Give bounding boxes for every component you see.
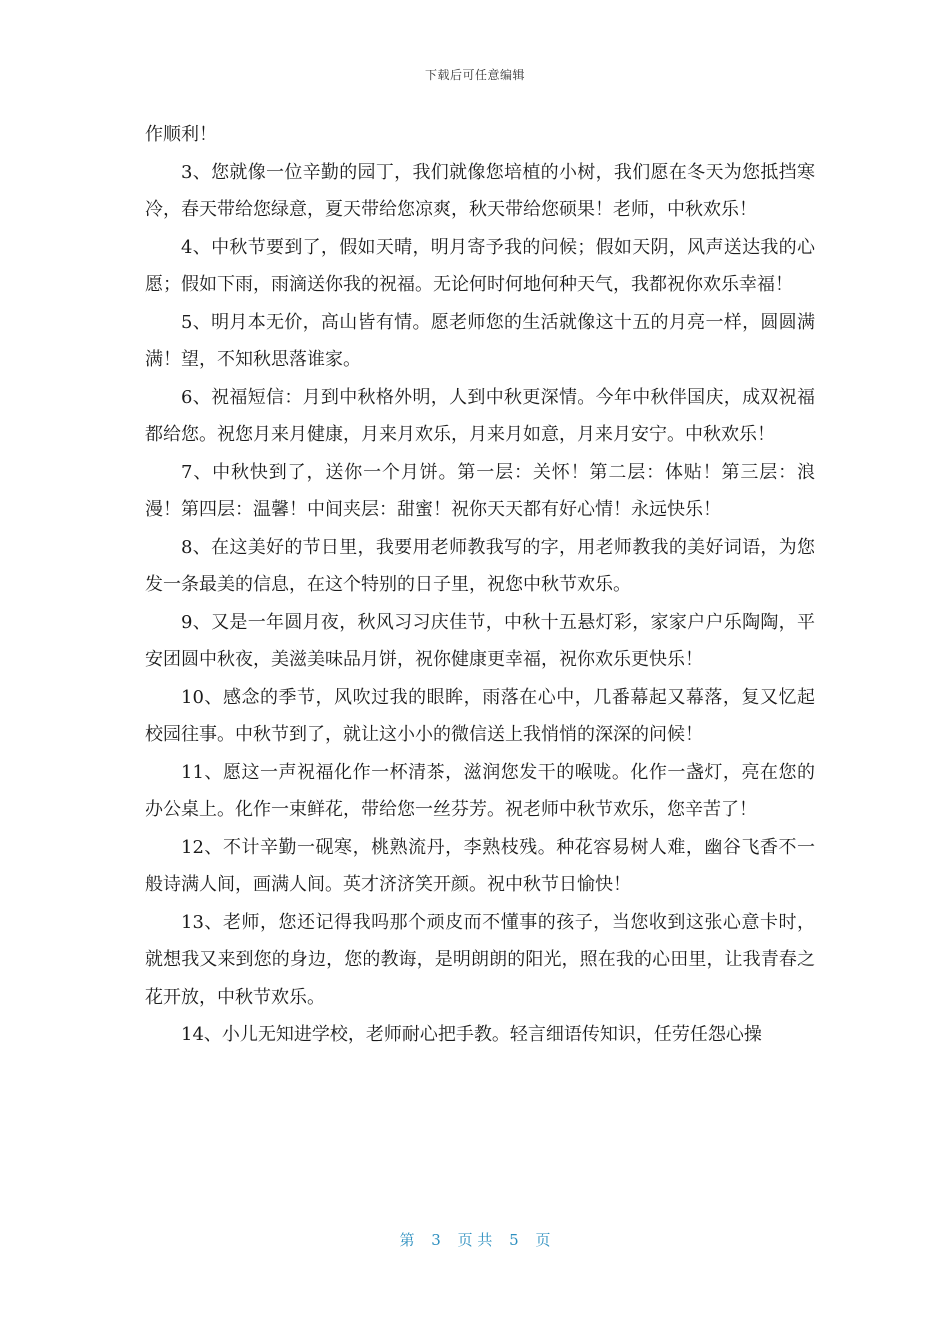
- paragraph: 4、中秋节要到了，假如天晴，明月寄予我的问候；假如天阴，风声送达我的心愿；假如下雨，雨滴送你我的祝福。无论何时何地何种天气，我都祝你欢乐幸福！: [145, 236, 815, 295]
- paragraph: 10、感念的季节，风吹过我的眼眸，雨落在心中，几番幕起又幕落，复又忆起校园往事。中秋节到了，就让这小小的微信送上我悄悄的深深的问候！: [145, 686, 815, 745]
- paragraph: 13、老师，您还记得我吗那个顽皮而不懂事的孩子，当您收到这张心意卡时，就想我又来到您的身边，您的教诲，是明朗朗的阳光，照在我的心田里，让我青春之花开放，中秋节欢乐。: [145, 911, 815, 1008]
- paragraph: 作顺利！: [145, 124, 217, 145]
- paragraph: 8、在这美好的节日里，我要用老师教我写的字，用老师教我的美好词语，为您发一条最美的信息，在这个特别的日子里，祝您中秋节欢乐。: [145, 536, 815, 595]
- document-body: [145, 116, 815, 1054]
- paragraph: 14、小儿无知进学校，老师耐心把手教。轻言细语传知识，任劳任怨心操: [181, 1024, 762, 1045]
- footer-total-pages: 5: [509, 1231, 519, 1249]
- footer-middle: 页 共: [457, 1231, 493, 1249]
- page-header: 下载后可任意编辑: [424, 68, 525, 82]
- paragraph: 11、愿这一声祝福化作一杯清茶，滋润您发干的喉咙。化作一盏灯，亮在您的办公桌上。化作一束鲜花，带给您一丝芬芳。祝老师中秋节欢乐，您辛苦了！: [145, 761, 815, 820]
- footer-prefix: 第: [399, 1231, 415, 1249]
- footer-current-page: 3: [431, 1231, 441, 1249]
- paragraph: 7、中秋快到了，送你一个月饼。第一层：关怀！第二层：体贴！第三层：浪漫！第四层：温馨！中间夹层：甜蜜！祝你天天都有好心情！永远快乐！: [145, 461, 815, 520]
- paragraph: 6、祝福短信：月到中秋格外明，人到中秋更深情。今年中秋伴国庆，成双祝福都给您。祝您月来月健康，月来月欢乐，月来月如意，月来月安宁。中秋欢乐！: [145, 386, 815, 445]
- paragraph: 3、您就像一位辛勤的园丁，我们就像您培植的小树，我们愿在冬天为您抵挡寒冷，春天带给您绿意，夏天带给您凉爽，秋天带给您硕果！老师，中秋欢乐！: [145, 161, 815, 220]
- paragraph: 12、不计辛勤一砚寒，桃熟流丹，李熟枝残。种花容易树人难，幽谷飞香不一般诗满人间，画满人间。英才济济笑开颜。祝中秋节日愉快！: [145, 836, 815, 895]
- paragraph: 5、明月本无价，高山皆有情。愿老师您的生活就像这十五的月亮一样，圆圆满满！望，不知秋思落谁家。: [145, 311, 815, 370]
- page-footer: [0, 1229, 950, 1250]
- footer-suffix: 页: [535, 1231, 551, 1249]
- paragraph: 9、又是一年圆月夜，秋风习习庆佳节，中秋十五悬灯彩，家家户户乐陶陶，平安团圆中秋夜，美滋美味品月饼，祝你健康更幸福，祝你欢乐更快乐！: [145, 611, 815, 670]
